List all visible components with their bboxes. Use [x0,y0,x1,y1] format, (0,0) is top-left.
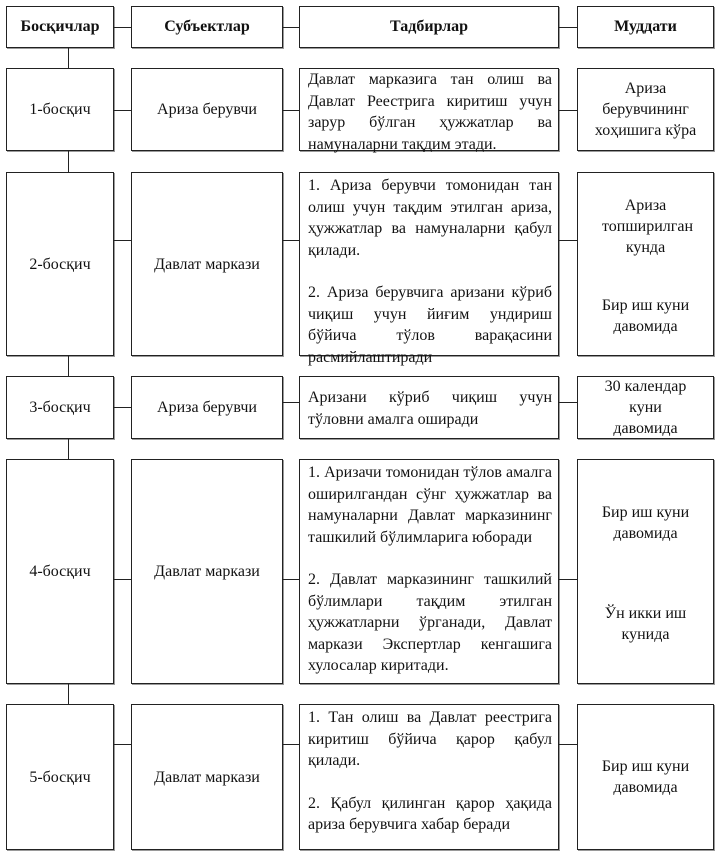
actions-3 [299,376,559,439]
action-text: Аризани кўриб чиқиш учун тўловни амалга оширади [308,389,552,428]
connector-line [114,240,131,241]
connector-line [114,407,131,408]
subject-4 [131,459,283,684]
connector-line [559,240,577,241]
stage-label: 1-босқич [29,101,91,118]
stage-3 [6,376,114,439]
header-duration-label: Муддати [614,18,677,35]
duration-3 [577,376,714,439]
header-duration [577,6,714,48]
subject-label: Давлат маркази [154,255,260,273]
actions-4 [299,459,559,684]
connector-line [68,684,69,704]
connector-line [283,744,299,745]
header-actions-label: Тадбирлар [390,18,468,35]
subject-label: Ариза берувчи [157,101,257,118]
stage-5 [6,704,114,850]
subject-label: Давлат маркази [154,563,260,580]
connector-line [559,27,577,28]
stage-4 [6,459,114,684]
duration-2 [577,172,714,356]
action-text: 1. Аризачи томонидан тўлов амалга оширилгандан сўнг ҳужжатлар ва намуналарни Давлат марказининг ташкилий бўлимларига юборади [308,464,552,546]
connector-line [68,439,69,459]
duration-text: Ариза берувчининг хоҳишига кўра [594,80,697,139]
duration-text: Ўн икки иш кунида [604,605,687,643]
connector-line [559,744,577,745]
subject-label: Ариза берувчи [157,399,257,416]
stage-label: 3-босқич [29,399,91,416]
subject-label: Давлат маркази [154,768,260,786]
action-text: Давлат марказига тан олиш ва Давлат Реестрига киритиш учун зарур бўлган ҳужжатлар ва намуналарни тақдим этади. [308,71,552,153]
header-stages-label: Босқичлар [20,18,100,35]
actions-2 [299,172,559,366]
connector-line [68,48,69,68]
connector-line [114,579,131,580]
subject-5 [131,704,283,850]
header-subjects [131,6,283,48]
connector-line [283,110,299,111]
connector-line [68,151,69,172]
duration-text: Бир иш куни давомида [601,504,690,542]
subject-2 [131,172,283,356]
duration-5 [577,704,714,850]
action-text: 1. Ариза берувчи томонидан тан олиш учун тақдим этилган ариза, ҳужжатлар ва намуналарни қабул қилади. [308,177,552,259]
duration-text: Бир иш куни давомида [601,758,690,796]
connector-line [114,744,131,745]
connector-line [68,356,69,376]
action-text: 2. Ариза берувчига аризани кўриб чиқиш учун йиғим ундириш бўйича тўлов варақасини расмийлаштиради [308,284,552,366]
subject-3 [131,376,283,439]
connector-line [559,579,577,580]
actions-1 [299,68,559,151]
header-actions [299,6,559,48]
connector-line [559,110,577,111]
stage-label: 2-босқич [29,255,91,273]
stage-label: 5-босқич [29,768,91,786]
connector-line [283,579,299,580]
connector-line [283,240,299,241]
duration-text: Ариза топширилган кунда [602,197,693,256]
duration-text: Бир иш куни давомида [601,297,690,335]
stage-1 [6,68,114,151]
header-stages [6,6,114,48]
action-text: 2. Қабул қилинган қарор ҳақида ариза берувчига хабар беради [308,794,552,833]
connector-line [114,110,131,111]
duration-4 [577,459,714,684]
connector-line [283,27,299,28]
subject-1 [131,68,283,151]
header-subjects-label: Субъектлар [164,18,250,35]
connector-line [114,27,131,28]
connector-line [283,402,299,403]
stage-label: 4-босқич [29,563,91,580]
actions-5 [299,704,559,850]
action-text: 2. Давлат марказининг ташкилий бўлимлари тақдим этилган ҳужжатларни ўрганади, Давлат маркази Экспертлар кенгашига хулосалар киритади. [308,571,552,674]
stage-2 [6,172,114,356]
connector-line [559,402,577,403]
action-text: 1. Тан олиш ва Давлат реестрига киритиш бўйича қарор қабул қилади. [308,709,552,769]
duration-text: 30 календар куни давомида [604,378,687,437]
duration-1 [577,68,714,151]
